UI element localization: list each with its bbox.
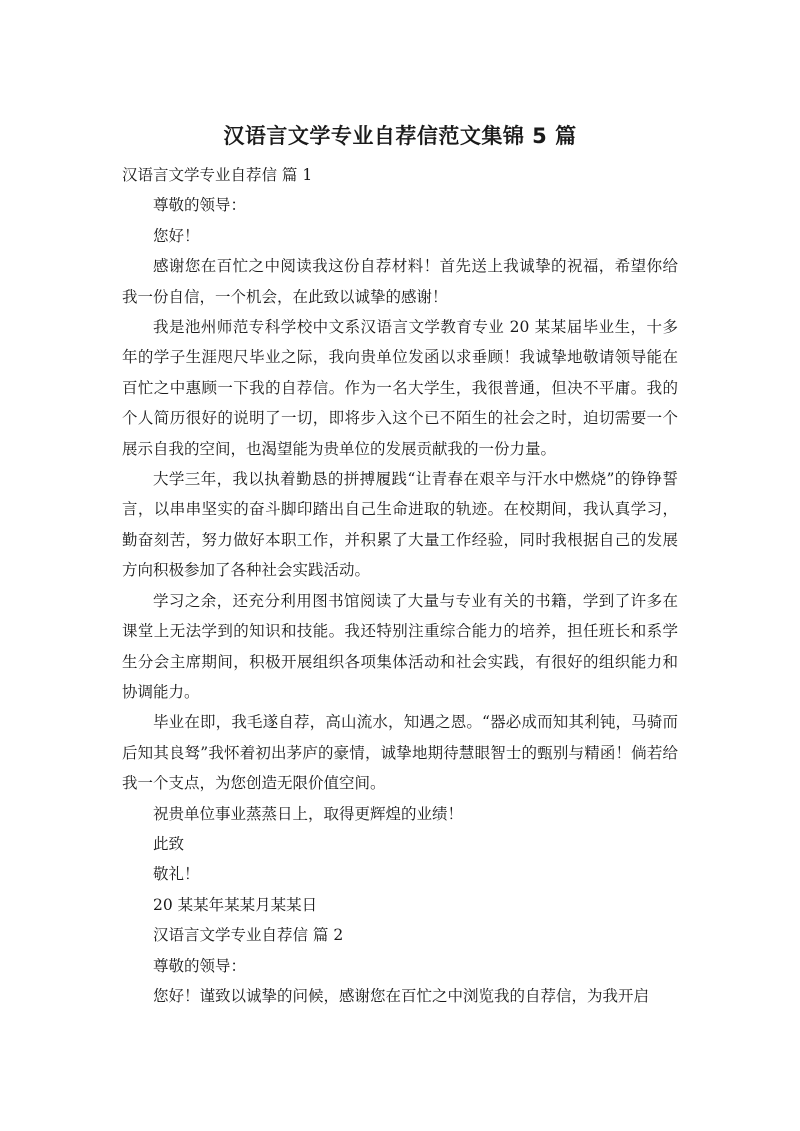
section-heading-2: 汉语言文学专业自荐信 篇 2 <box>153 926 344 945</box>
paragraph-university: 大学三年，我以执着勤恳的拼搏履践“让青春在艰辛与汗水中燃烧”的铮铮誓言，以串串坚实的奋斗脚印踏出自己生命进取的轨迹。在校期间，我认真学习，勤奋刻苦，努力做好本职工作，并积累了大量工作经验，同时我根据自己的发展方向积极参加了各种社会实践活动。 <box>122 470 678 580</box>
document-body <box>122 160 678 1011</box>
paragraph-graduation: 毕业在即，我毛遂自荐，高山流水，知遇之恩。“器必成而知其利钝，马骑而后知其良驽”我怀着初出茅庐的豪情，诚挚地期待慧眼智士的甄别与精函！倘若给我一个支点，为您创造无限价值空间。 <box>122 713 678 793</box>
greeting-2: 您好！谨致以诚挚的问候，感谢您在百忙之中浏览我的自荐信，为我开启 <box>153 986 650 1005</box>
paragraph-introduction: 我是池州师范专科学校中文系汉语言文学教育专业 20 某某届毕业生，十多年的学子生涯咫尺毕业之际，我向贵单位发函以求垂顾！我诚挚地敬请领导能在百忙之中惠顾一下我的自荐信。作为一名大学生，我很普通，但决不平庸。我的个人简历很好的说明了一切，即将步入这个已不陌生的社会之时，迫切需要一个展示自我的空间，也渴望能为贵单位的发展贡献我的一份力量。 <box>122 318 678 458</box>
closing-line-2: 敬礼！ <box>153 865 200 884</box>
date-line: 20 某某年某某月某某日 <box>153 895 318 914</box>
salutation-2: 尊敬的领导： <box>153 956 247 975</box>
wishes-line: 祝贵单位事业蒸蒸日上，取得更辉煌的业绩！ <box>153 804 464 823</box>
paragraph-study: 学习之余，还充分利用图书馆阅读了大量与专业有关的书籍，学到了许多在课堂上无法学到的知识和技能。我还特别注重综合能力的培养，担任班长和系学生分会主席期间，积极开展组织各项集体活动和社会实践，有很好的组织能力和协调能力。 <box>122 591 678 701</box>
closing-line-1: 此致 <box>153 834 185 853</box>
salutation: 尊敬的领导： <box>153 196 247 215</box>
greeting: 您好！ <box>153 226 200 245</box>
section-heading-1: 汉语言文学专业自荐信 篇 1 <box>122 166 313 184</box>
paragraph-thanks: 感谢您在百忙之中阅读我这份自荐材料！首先送上我诚挚的祝福，希望你给我一份自信，一个机会，在此致以诚挚的感谢！ <box>122 257 678 306</box>
document-title: 汉语言文学专业自荐信范文集锦 5 篇 <box>223 124 577 148</box>
